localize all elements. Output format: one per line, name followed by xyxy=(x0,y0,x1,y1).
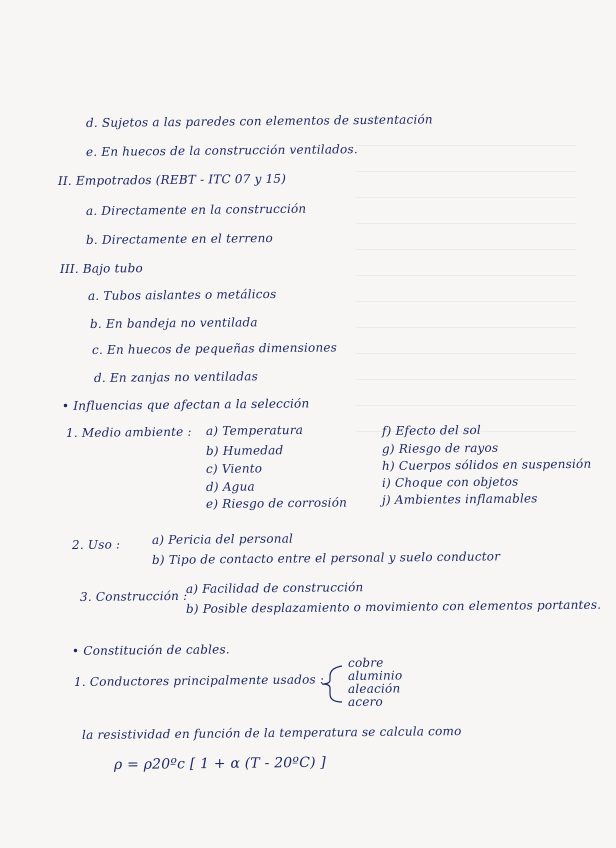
label-construccion: 3. Construcción : xyxy=(79,588,188,604)
material-item: cobre xyxy=(347,655,384,670)
line-tubos: a. Tubos aislantes o metálicos xyxy=(87,287,277,303)
medio-item: a) Temperatura xyxy=(205,422,304,438)
medio-item: h) Cuerpos sólidos en suspensión xyxy=(381,456,592,473)
heading-influencias: • Influencias que afectan a la selección xyxy=(61,396,310,413)
construccion-item: a) Facilidad de construcción xyxy=(185,580,364,596)
medio-item: f) Efecto del sol xyxy=(381,422,481,438)
line-zanjas: d. En zanjas no ventiladas xyxy=(93,369,258,385)
label-uso: 2. Uso : xyxy=(71,537,121,552)
formula-resistividad: ρ = ρ20ºc [ 1 + α (T - 20ºC) ] xyxy=(113,754,327,773)
medio-item: b) Humedad xyxy=(205,443,284,458)
material-item: aleación xyxy=(347,681,401,696)
line-huecos: e. En huecos de la construcción ventilados. xyxy=(85,142,358,159)
line-resistividad: la resistividad en función de la temperatura se calcula como xyxy=(81,724,462,742)
heading-empotrados: II. Empotrados (REBT - ITC 07 y 15) xyxy=(57,171,287,188)
line-directamente-construccion: a. Directamente en la construcción xyxy=(85,201,307,218)
medio-item: c) Viento xyxy=(205,461,263,476)
label-medio-ambiente: 1. Medio ambiente : xyxy=(65,424,192,440)
uso-item: a) Pericia del personal xyxy=(151,531,294,547)
construccion-item: b) Posible desplazamiento o movimiento con elementos portantes. xyxy=(185,597,602,616)
medio-item: g) Riesgo de rayos xyxy=(381,440,499,456)
line-bandeja: b. En bandeja no ventilada xyxy=(89,315,258,331)
heading-bajo-tubo: III. Bajo tubo xyxy=(59,261,143,276)
medio-item: e) Riesgo de corrosión xyxy=(205,495,348,511)
medio-item: j) Ambientes inflamables xyxy=(381,491,538,507)
medio-item: i) Choque con objetos xyxy=(381,474,519,490)
material-item: aluminio xyxy=(347,668,403,683)
material-item: acero xyxy=(347,694,384,709)
bleed-through-lines xyxy=(356,120,576,450)
line-huecos-pequenas: c. En huecos de pequeñas dimensiones xyxy=(91,340,338,357)
heading-constitucion: • Constitución de cables. xyxy=(71,642,230,658)
line-directamente-terreno: b. Directamente en el terreno xyxy=(85,231,273,247)
material-brace xyxy=(318,664,344,704)
uso-item: b) Tipo de contacto entre el personal y suelo conductor xyxy=(151,549,501,567)
label-conductores: 1. Conductores principalmente usados : xyxy=(73,672,325,689)
medio-item: d) Agua xyxy=(205,479,255,494)
line-sujetos: d. Sujetos a las paredes con elementos de sustentación xyxy=(85,112,433,130)
